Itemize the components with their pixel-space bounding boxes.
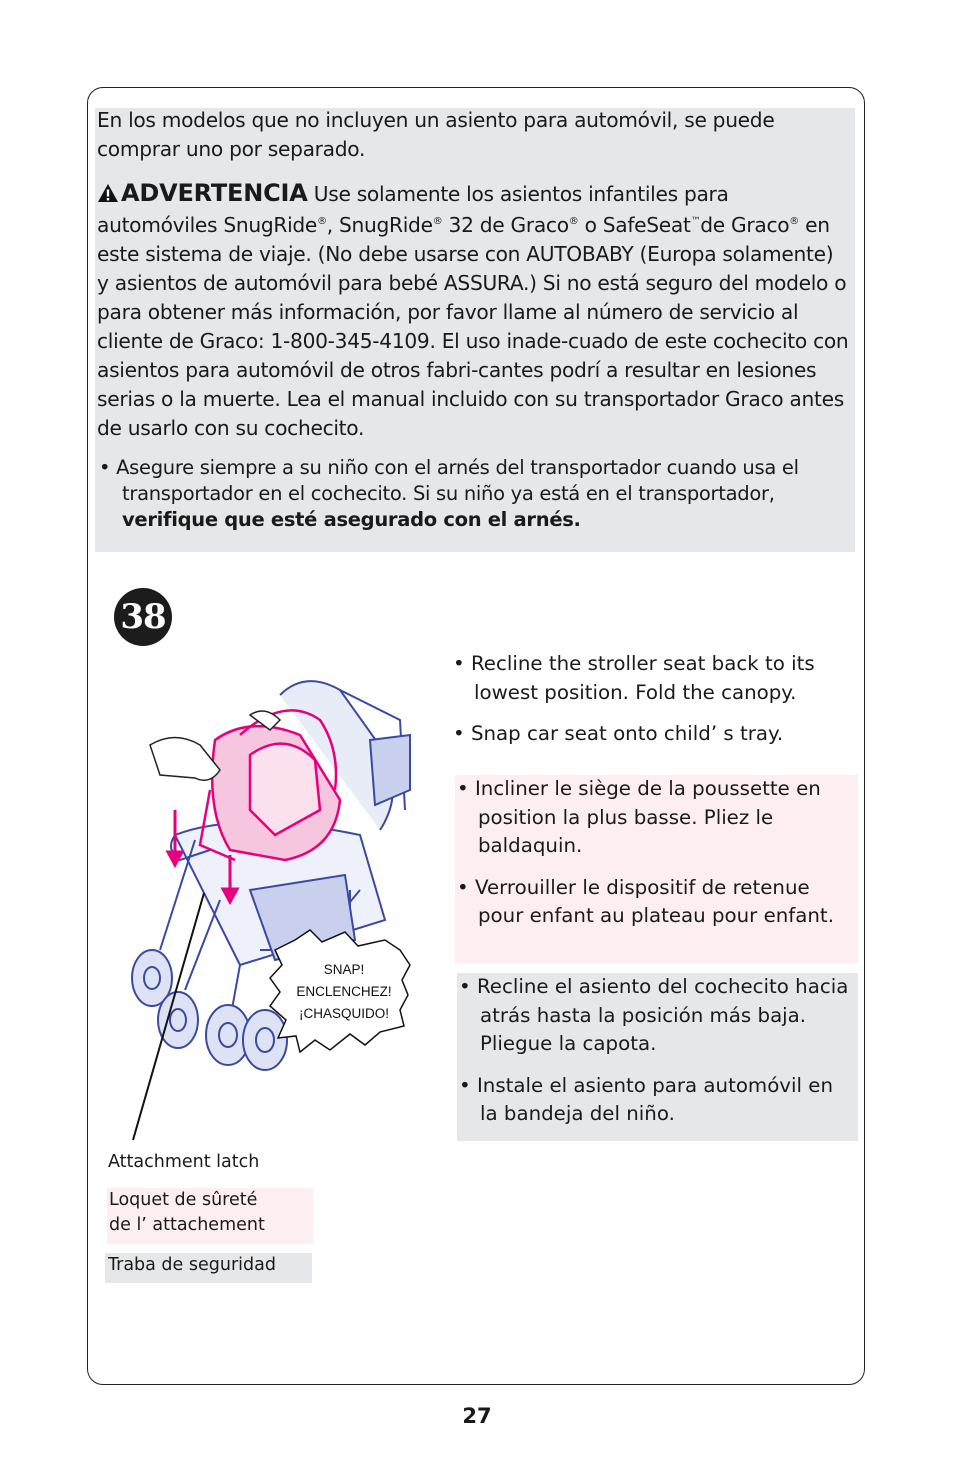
- trademark-mark: ™: [690, 216, 701, 227]
- spanish-instructions: [457, 973, 858, 1141]
- registered-mark: ®: [432, 216, 443, 227]
- latch-label-english: Attachment latch: [108, 1152, 260, 1172]
- english-bullet: • Recline the stroller seat back to its lowest position. Fold the canopy.: [453, 652, 815, 704]
- french-instructions: [455, 775, 858, 963]
- registered-mark: ®: [317, 216, 327, 227]
- latch-label-spanish: Traba de seguridad: [105, 1253, 312, 1283]
- warning-box: [95, 108, 855, 552]
- registered-mark: ®: [568, 216, 579, 227]
- snap-burst: [270, 930, 410, 1052]
- english-instructions: [453, 650, 853, 749]
- snap-text-line: ¡CHASQUIDO!: [298, 1006, 390, 1021]
- french-bullet: • Verrouiller le dispositif de retenue pour enfant au plateau pour enfant.: [457, 875, 834, 927]
- harness-bullet-text: • Asegure siempre a su niño con el arnés del transportador cuando usa el transportador en el cochecito. Si su niño ya está en el transportador,: [99, 456, 799, 505]
- registered-mark: ®: [789, 216, 799, 227]
- spanish-bullet: • Recline el asiento del cochecito hacia atrás hasta la posición más baja. Pliegue la capota.: [459, 975, 849, 1055]
- french-bullet: • Incliner le siège de la poussette en position la plus basse. Pliez le baldaquin.: [457, 777, 821, 857]
- english-bullet: • Snap car seat onto child’ s tray.: [453, 722, 784, 745]
- warning-triangle-icon: [97, 182, 119, 211]
- warning-text-1: Use solamente los asientos infantiles para automóviles SnugRide: [97, 182, 729, 237]
- step-number-badge: 38: [114, 588, 172, 646]
- harness-bullet: [97, 455, 849, 533]
- snap-text-line: SNAP!: [323, 962, 365, 977]
- page-number: 27: [462, 1404, 492, 1428]
- spanish-bullet: • Instale el asiento para automóvil en la bandeja del niño.: [459, 1073, 833, 1125]
- latch-label-french-line: Loquet de sûreté: [109, 1190, 258, 1210]
- warning-text-3: 32 de Graco: [442, 213, 569, 237]
- warning-text-6: en este sistema de viaje. (No debe usarse con AUTOBABY (Europa solamente) y asientos de automóvil para bebé ASSURA.) Si no está seguro del modelo o para obtener más información, por favor llame al número de servicio al cliente de Graco: 1-800-345-4109. El uso inade-cuado de este cochecito con asientos para automóvil de otros fabri-cantes podrí a resultar en lesiones serias o la muerte. Lea el manual incluido con su transportador Graco antes de usarlo con su cochecito.: [97, 213, 849, 440]
- snap-text-line: ENCLENCHEZ!: [296, 984, 392, 999]
- warning-heading: ADVERTENCIA: [121, 179, 308, 207]
- latch-label-french: [107, 1188, 313, 1244]
- stroller-car-seat-illustration: [100, 660, 440, 1160]
- warning-paragraph: [97, 179, 849, 443]
- harness-bullet-bold: verifique que esté asegurado con el arnés.: [122, 508, 581, 531]
- warning-text-2: , SnugRide: [326, 213, 433, 237]
- warning-text-5: de Graco: [700, 213, 790, 237]
- warning-text-4: o SafeSeat: [578, 213, 691, 237]
- intro-text: En los modelos que no incluyen un asiento para automóvil, se puede comprar uno por separado.: [97, 108, 775, 161]
- latch-label-french-line: de l’ attachement: [109, 1215, 265, 1235]
